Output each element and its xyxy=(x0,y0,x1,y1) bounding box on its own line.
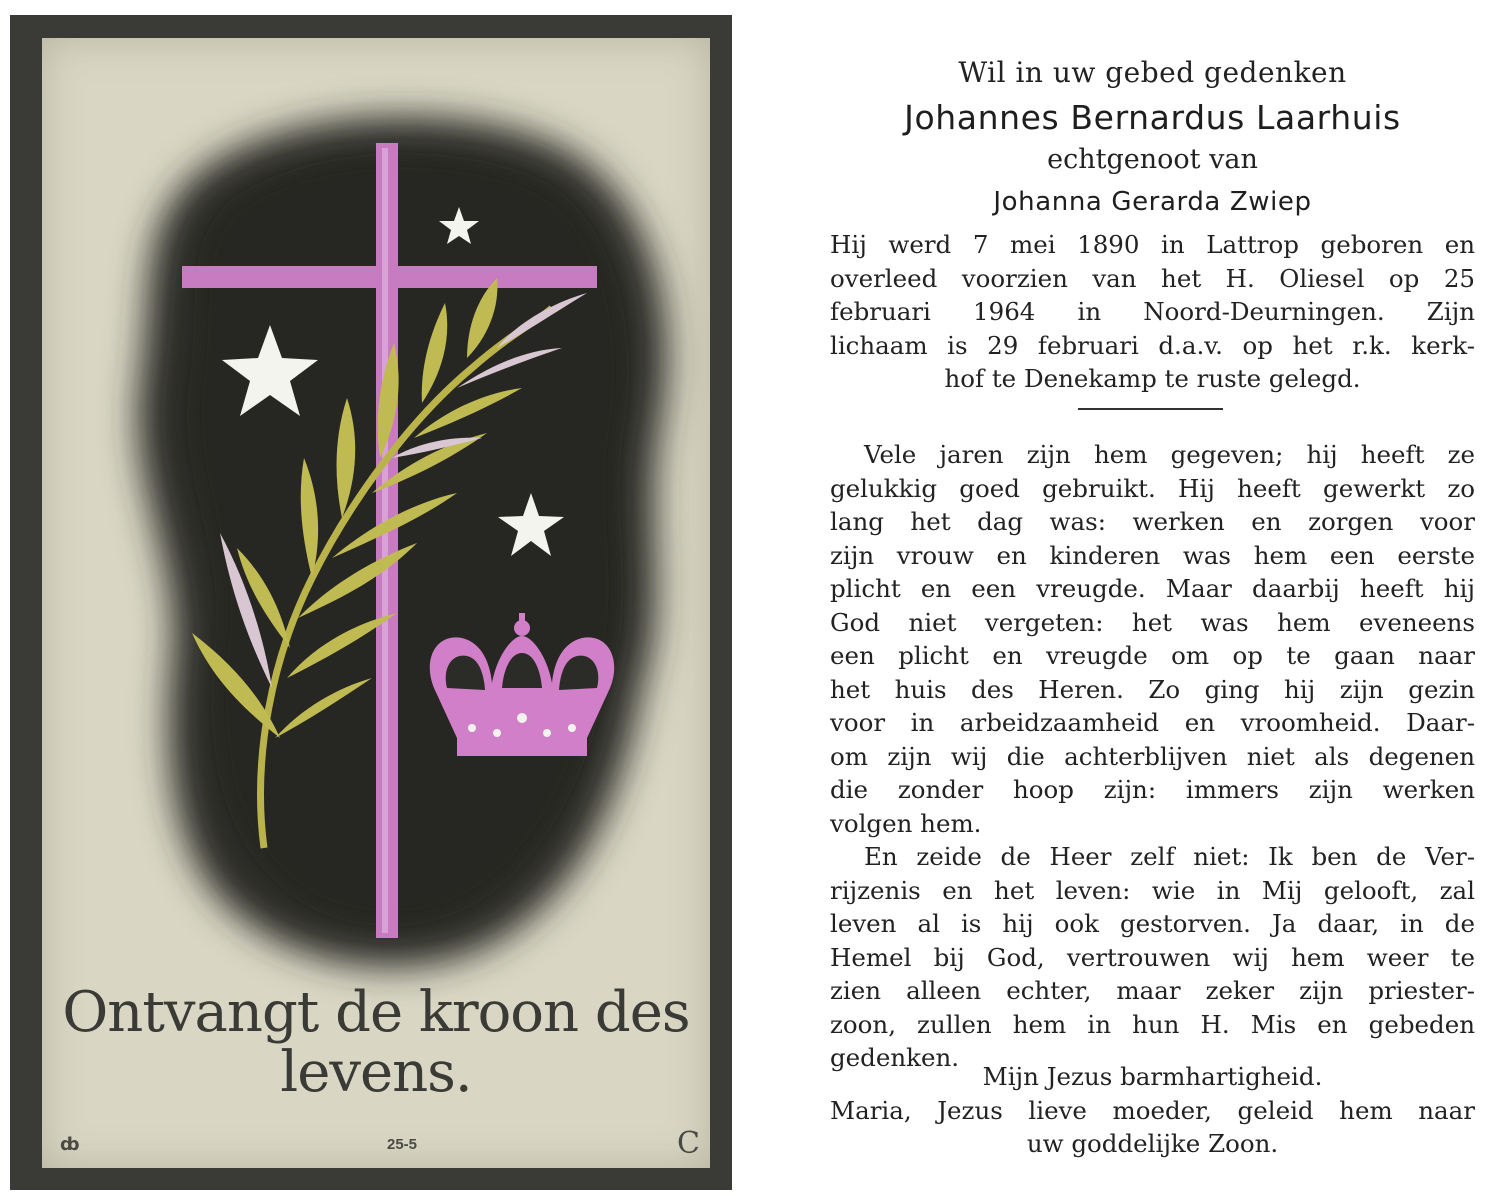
meditation-line: God niet vergeten: het was hem eveneens xyxy=(830,607,1475,637)
meditation-line: zien alleen echter, maar zeker zijn priester- xyxy=(830,976,1475,1005)
meditation-line: lang het dag was: werken en zorgen voor xyxy=(830,507,1475,536)
meditation-line: zijn vrouw en kinderen was hem een eerste xyxy=(830,540,1475,570)
meditation-line: zoon, zullen hem in hun H. Mis en gebeden xyxy=(830,1009,1475,1039)
bio-line: lichaam is 29 februari d.a.v. op het r.k. kerk- xyxy=(830,330,1475,360)
meditation-line: rijzenis en het leven: wie in Mij gelooft, zal xyxy=(830,875,1475,905)
meditation-line: Hemel bij God, vertrouwen wij hem weer te xyxy=(830,942,1475,972)
biography xyxy=(830,228,1475,396)
closing-prayers xyxy=(830,1060,1475,1161)
meditation-line: gelukkig goed gebruikt. Hij heeft gewerkt zo xyxy=(830,473,1475,503)
card-motto xyxy=(42,980,710,1105)
spouse-intro: echtgenoot van xyxy=(1047,144,1258,175)
memorial-card-back xyxy=(800,20,1505,1190)
bio-line: overleed voorzien van het H. Oliesel op 25 xyxy=(830,263,1475,293)
spouse-name: Johanna Gerarda Zwiep xyxy=(993,187,1312,217)
meditation-line: gedenken. xyxy=(830,1043,960,1072)
intro-line: Wil in uw gebed gedenken xyxy=(958,56,1347,89)
meditation-line: leven al is hij ook gestorven. Ja daar, in de xyxy=(830,909,1475,938)
card-code: 25-5 xyxy=(386,1136,418,1153)
meditation-line: het huis des Heren. Zo ging hij zijn gezin xyxy=(830,674,1475,704)
meditation-line: volgen hem. xyxy=(830,808,982,838)
divider xyxy=(1078,408,1223,410)
closing-line: Maria, Jezus lieve moeder, geleid hem naar xyxy=(830,1095,1475,1125)
printer-mark-icon: C xyxy=(677,1126,700,1161)
deceased-name: Johannes Bernardus Laarhuis xyxy=(904,98,1401,137)
motto-line: levens. xyxy=(280,1040,472,1105)
meditation-line: om zijn wij die achterblijven niet als degenen xyxy=(830,741,1475,771)
bio-line: hof te Denekamp te ruste gelegd. xyxy=(944,364,1361,393)
card-picture-panel xyxy=(42,38,710,1168)
meditation-line: een plicht en vreugde om op te gaan naar xyxy=(830,641,1475,670)
closing-line: uw goddelijke Zoon. xyxy=(1026,1129,1279,1158)
meditation-line: plicht en een vreugde. Maar daarbij heeft hij xyxy=(830,574,1475,603)
meditation-line: die zonder hoop zijn: immers zijn werken xyxy=(830,775,1475,804)
meditation-line: voor in arbeidzaamheid en vroomheid. Daar- xyxy=(830,708,1475,737)
motto-line: Ontvangt de kroon des xyxy=(62,980,690,1045)
meditation-line: Vele jaren zijn hem gegeven; hij heeft ze xyxy=(864,440,1475,469)
bio-line: februari 1964 in Noord-Deurningen. Zijn xyxy=(830,297,1475,326)
meditation-text xyxy=(830,438,1475,1075)
bio-line: Hij werd 7 mei 1890 in Lattrop geboren en xyxy=(830,230,1475,259)
memorial-card-front xyxy=(10,15,732,1190)
meditation-line: En zeide de Heer zelf niet: Ik ben de Ver- xyxy=(864,842,1475,871)
publisher-mark-icon: ȸ xyxy=(60,1134,80,1155)
closing-line: Mijn Jezus barmhartigheid. xyxy=(982,1062,1323,1091)
